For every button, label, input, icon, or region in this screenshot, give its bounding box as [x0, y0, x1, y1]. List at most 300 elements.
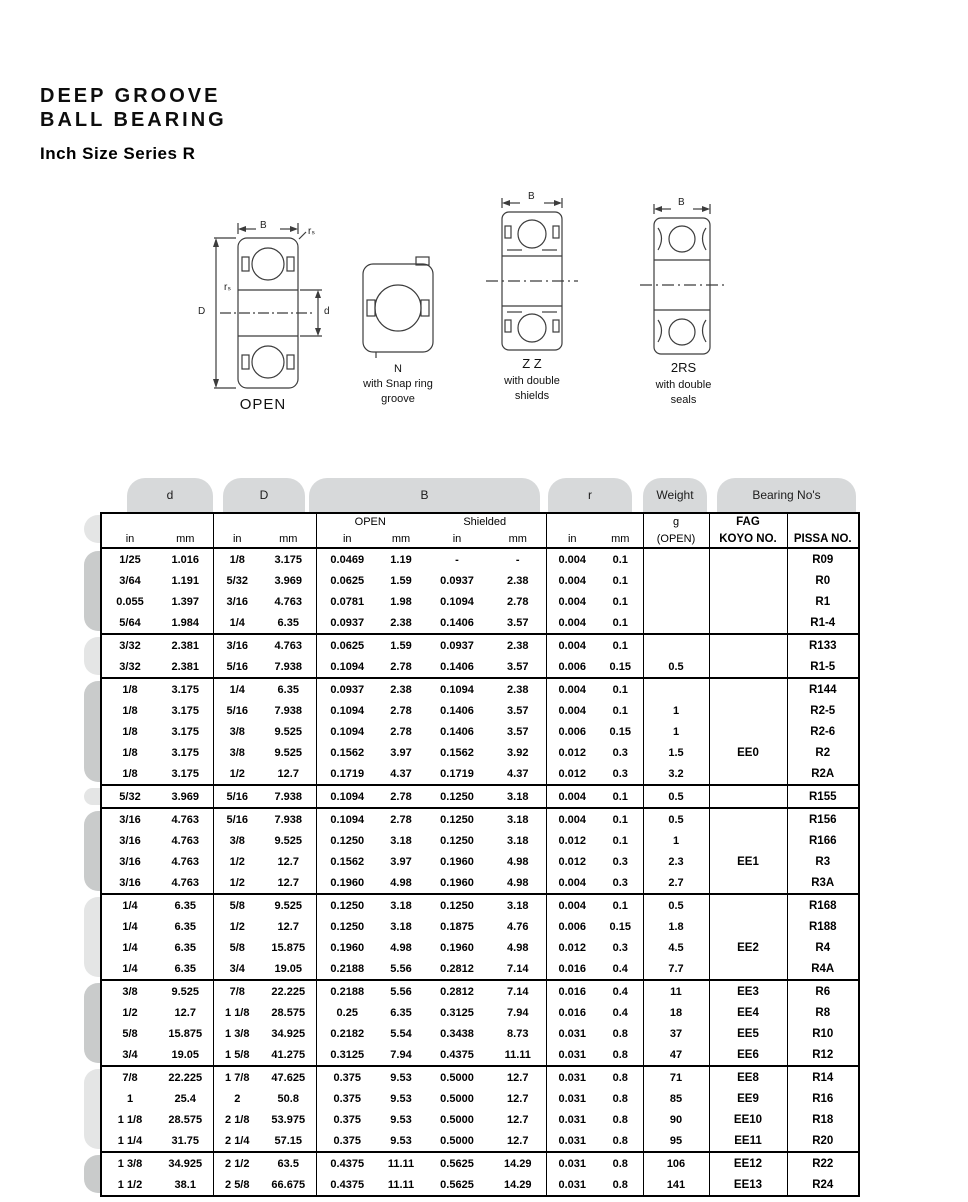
table-cell — [709, 721, 787, 742]
table-cell — [643, 678, 709, 700]
table-cell: 4.763 — [171, 813, 200, 826]
table-cell: 9.53 — [390, 1113, 412, 1126]
rs2-bearing-diagram — [636, 200, 731, 358]
table-cell: 2.38 — [507, 574, 529, 587]
dim-label-d: d — [324, 306, 330, 317]
table-cell: 6.35 — [158, 958, 213, 980]
table-row — [101, 894, 859, 916]
table-cell: 11.11 — [490, 1044, 546, 1066]
table-cell: 47 — [643, 1044, 709, 1066]
figure-double-seals — [636, 197, 731, 410]
table-cell: 50.8 — [277, 1092, 299, 1105]
table-cell: 1/8 — [122, 725, 138, 738]
table-cell: 2.78 — [390, 813, 412, 826]
table-cell: 0.1875 — [440, 920, 474, 933]
table-cell: 0.031 — [546, 1088, 598, 1109]
table-cell: 0.8 — [612, 1071, 628, 1084]
head-koyo-no: KOYO NO. — [709, 530, 787, 548]
table-row — [101, 1088, 859, 1109]
table-cell: 0.5 — [643, 808, 709, 830]
table-cell — [709, 785, 787, 808]
table-cell: 0.055 — [116, 595, 144, 608]
table-cell: 0.1 — [598, 612, 643, 634]
head-d-in: in — [125, 532, 135, 545]
table-row — [101, 937, 859, 958]
table-cell: 3/16 — [119, 813, 141, 826]
table-cell: 0.1 — [612, 639, 628, 652]
table-cell: 4.5 — [643, 937, 709, 958]
table-cell: 1/8 — [213, 548, 261, 570]
table-cell: 1/2 — [122, 1006, 138, 1019]
table-cell: R144 — [787, 678, 859, 700]
table-cell: 1.98 — [390, 595, 412, 608]
table-cell: 0.375 — [316, 1066, 378, 1088]
table-cell — [709, 808, 787, 830]
table-cell: R4A — [787, 958, 859, 980]
table-cell: 9.53 — [390, 1092, 412, 1105]
table-cell — [643, 591, 709, 612]
figure-2rs-caption-3: seals — [670, 394, 697, 406]
table-cell: 0.1406 — [440, 725, 474, 738]
table-cell: EE3 — [709, 980, 787, 1002]
table-cell: 0.031 — [546, 1066, 598, 1088]
table-cell: 1/4 — [122, 941, 138, 954]
table-cell: 0.004 — [546, 634, 598, 656]
figure-snap-caption-2: with Snap ring — [363, 378, 433, 390]
table-cell: 0.5000 — [424, 1130, 490, 1152]
table-cell: R156 — [787, 808, 859, 830]
column-tab-r: r — [548, 478, 632, 518]
table-cell — [643, 612, 709, 634]
table-cell: 0.012 — [546, 851, 598, 872]
table-cell: 1 5/8 — [213, 1044, 261, 1066]
table-cell: 37 — [643, 1023, 709, 1044]
table-cell: 3.18 — [390, 920, 412, 933]
table-cell: 0.0937 — [440, 574, 474, 587]
table-cell: 1 — [643, 830, 709, 851]
table-cell: 4.763 — [171, 834, 200, 847]
dim-label-D: D — [198, 306, 206, 317]
column-tab-d: d — [127, 478, 213, 518]
table-cell: 1 — [643, 700, 709, 721]
table-cell: 1/4 — [213, 678, 261, 700]
table-cell: 0.3125 — [316, 1044, 378, 1066]
table-cell: EE0 — [709, 742, 787, 763]
table-cell: 3.18 — [507, 834, 529, 847]
table-cell: 5/16 — [213, 656, 261, 678]
table-cell: 0.1 — [612, 813, 628, 826]
table-row — [101, 591, 859, 612]
table-cell: 0.1250 — [424, 785, 490, 808]
table-cell: R10 — [787, 1023, 859, 1044]
figure-snap-ring — [338, 250, 458, 410]
table-cell: 5/16 — [213, 700, 261, 721]
table-row — [101, 656, 859, 678]
table-cell: 1/2 — [213, 916, 261, 937]
table-row — [101, 916, 859, 937]
column-tab-d: D — [223, 478, 305, 518]
table-cell: 11.11 — [387, 1157, 415, 1170]
figure-zz-caption-3: shields — [514, 390, 550, 402]
table-cell: R22 — [787, 1152, 859, 1174]
head-shielded-in: in — [452, 532, 462, 545]
table-cell: 3.57 — [490, 656, 546, 678]
table-cell: 4.76 — [507, 920, 529, 933]
table-cell: 1/4 — [101, 958, 158, 980]
table-cell: 0.3 — [598, 763, 643, 785]
table-cell: 1/4 — [213, 612, 261, 634]
page-title — [40, 84, 227, 132]
figure-zz-caption-1: Z Z — [522, 356, 542, 371]
table-cell: 0.1 — [612, 553, 628, 566]
figure-zz-caption-2: with double — [504, 375, 560, 387]
table-cell: 0.1 — [612, 574, 628, 587]
table-row — [101, 1044, 859, 1066]
table-row — [101, 958, 859, 980]
table-cell: 0.2812 — [440, 985, 474, 998]
table-cell: 3/32 — [101, 656, 158, 678]
zz-bearing-diagram — [482, 194, 582, 354]
table-cell: R1-5 — [787, 656, 859, 678]
table-cell — [709, 700, 787, 721]
table-cell: 3/16 — [101, 872, 158, 894]
table-cell: 0.006 — [546, 721, 598, 742]
table-cell: 14.29 — [503, 1157, 532, 1170]
dim-label-rs-top: rₛ — [308, 226, 316, 237]
table-cell: 0.5 — [643, 656, 709, 678]
table-row — [101, 808, 859, 830]
head-d-mm: mm — [176, 532, 195, 545]
head-open: OPEN — [316, 513, 424, 530]
table-cell: 4.98 — [507, 941, 529, 954]
table-cell: 3.18 — [390, 834, 412, 847]
table-cell: 0.1 — [612, 704, 628, 717]
table-cell: EE5 — [709, 1023, 787, 1044]
table-cell — [709, 894, 787, 916]
open-bearing-diagram — [188, 218, 338, 396]
table-cell: 1.8 — [643, 916, 709, 937]
table-cell — [709, 656, 787, 678]
table-cell: 4.763 — [274, 595, 303, 608]
table-cell — [709, 612, 787, 634]
table-cell: 4.763 — [274, 639, 303, 652]
head-pissa-no: PISSA NO. — [787, 530, 859, 548]
table-cell: 4.98 — [378, 872, 424, 894]
table-cell: R24 — [787, 1174, 859, 1196]
table-cell: 0.1 — [612, 834, 628, 847]
table-cell: 0.375 — [316, 1088, 378, 1109]
table-cell: 3.969 — [158, 785, 213, 808]
head-d — [101, 513, 213, 530]
dim-label-B: B — [260, 220, 267, 231]
table-cell: 22.225 — [168, 1071, 203, 1084]
table-cell: 9.525 — [274, 899, 303, 912]
table-cell: 9.525 — [274, 746, 303, 759]
table-cell: 0.8 — [598, 1044, 643, 1066]
table-cell — [709, 763, 787, 785]
table-cell: 3.969 — [274, 574, 303, 587]
table-cell: 9.525 — [274, 725, 303, 738]
table-cell: 1.984 — [158, 612, 213, 634]
table-cell: 0.1 — [612, 595, 628, 608]
table-cell: 12.7 — [277, 855, 299, 868]
table-cell: 4.37 — [490, 763, 546, 785]
table-cell: 1.19 — [390, 553, 412, 566]
table-cell: 5/64 — [101, 612, 158, 634]
table-cell: 28.575 — [271, 1006, 306, 1019]
table-cell: EE4 — [709, 1002, 787, 1023]
dim-label-rs-mid: rₛ — [224, 282, 232, 293]
table-cell: 2 1/8 — [213, 1109, 261, 1130]
table-cell: 0.1250 — [440, 813, 474, 826]
table-cell: 0.4 — [612, 985, 628, 998]
table-cell: 28.575 — [168, 1113, 203, 1126]
table-cell: 3.97 — [390, 746, 412, 759]
table-cell: 0.15 — [609, 920, 631, 933]
table-cell: 3.2 — [643, 763, 709, 785]
table-cell: 1/4 — [122, 899, 138, 912]
table-cell: R2 — [787, 742, 859, 763]
table-cell: 41.275 — [261, 1044, 316, 1066]
table-cell: 12.7 — [261, 872, 316, 894]
table-cell: 5/16 — [213, 808, 261, 830]
table-cell: 31.75 — [158, 1130, 213, 1152]
table-cell: 2.78 — [390, 725, 412, 738]
table-cell: 2.3 — [643, 851, 709, 872]
table-cell: 1.5 — [643, 742, 709, 763]
table-cell: 0.1406 — [440, 704, 474, 717]
table-cell: 0.15 — [609, 725, 631, 738]
figure-snap-caption-3: groove — [381, 393, 415, 405]
table-cell: 3/16 — [119, 834, 141, 847]
head-fag: FAG — [709, 513, 787, 530]
table-cell: 3/8 — [213, 742, 261, 763]
table-cell: 0.004 — [546, 591, 598, 612]
table-cell: 0.1562 — [316, 851, 378, 872]
table-cell: 6.35 — [174, 899, 196, 912]
table-cell: 12.7 — [261, 763, 316, 785]
table-cell: 9.525 — [171, 985, 200, 998]
head-open-mm: mm — [391, 532, 411, 545]
table-cell: 0.3438 — [440, 1027, 474, 1040]
table-cell — [709, 634, 787, 656]
table-cell: 1.59 — [390, 574, 412, 587]
table-cell: 0.2812 — [424, 958, 490, 980]
table-cell: 15.875 — [168, 1027, 203, 1040]
table-cell: 7.938 — [261, 656, 316, 678]
table-row — [101, 1130, 859, 1152]
table-cell: 0.1250 — [316, 894, 378, 916]
table-cell: 1 7/8 — [213, 1066, 261, 1088]
table-cell: 0.004 — [546, 894, 598, 916]
table-cell: R166 — [787, 830, 859, 851]
table-cell: 0.004 — [546, 548, 598, 570]
table-cell: 0.8 — [598, 1130, 643, 1152]
table-cell: 1.397 — [171, 595, 200, 608]
table-cell: R1-4 — [787, 612, 859, 634]
table-row — [101, 1066, 859, 1088]
table-cell: 0.016 — [546, 958, 598, 980]
table-cell: - — [455, 553, 459, 566]
table-row — [101, 570, 859, 591]
table-cell: R0 — [787, 570, 859, 591]
figure-snap-caption-1: N — [394, 363, 402, 375]
table-row — [101, 980, 859, 1002]
table-cell: - — [515, 553, 520, 566]
table-cell: 3/64 — [119, 574, 141, 587]
table-cell: 12.7 — [174, 1006, 196, 1019]
table-cell: 1/8 — [122, 746, 138, 759]
table-cell: 4.98 — [507, 855, 529, 868]
table-cell: 0.006 — [546, 656, 598, 678]
table-cell: R133 — [787, 634, 859, 656]
table-cell: 0.1250 — [440, 899, 474, 912]
table-cell: 6.35 — [390, 1006, 412, 1019]
table-cell: 0.004 — [546, 785, 598, 808]
table-cell: 0.8 — [612, 1113, 628, 1126]
table-row — [101, 1174, 859, 1196]
table-cell — [709, 872, 787, 894]
table-cell: 1/4 — [122, 920, 138, 933]
table-cell: 7/8 — [122, 1071, 138, 1084]
table-cell: 0.031 — [546, 1109, 598, 1130]
table-cell: 0.0937 — [316, 612, 378, 634]
table-cell: 3.175 — [274, 553, 303, 566]
table-cell: 0.4375 — [424, 1044, 490, 1066]
table-cell: 3.57 — [507, 704, 529, 717]
table-cell: 0.4 — [612, 1006, 628, 1019]
table-cell: 0.375 — [316, 1130, 378, 1152]
table-cell: 4.37 — [378, 763, 424, 785]
table-cell: 1/8 — [101, 763, 158, 785]
table-cell: 0.3 — [612, 746, 628, 759]
table-row — [101, 1152, 859, 1174]
table-cell: 0.1 — [612, 683, 628, 696]
table-cell: 14.29 — [503, 1178, 532, 1191]
table-cell: 6.35 — [174, 920, 196, 933]
table-cell: R09 — [787, 548, 859, 570]
table-row — [101, 1109, 859, 1130]
table-cell: R16 — [787, 1088, 859, 1109]
table-cell: 11.11 — [387, 1178, 415, 1191]
table-cell: 3.175 — [171, 683, 200, 696]
table-cell: 19.05 — [261, 958, 316, 980]
table-cell: 5/32 — [213, 570, 261, 591]
table-cell — [709, 678, 787, 700]
bearing-table — [100, 512, 860, 1197]
page-title-line1: DEEP GROOVE — [40, 85, 221, 107]
table-row — [101, 634, 859, 656]
table-cell — [643, 634, 709, 656]
table-cell: 0.5 — [643, 785, 709, 808]
table-cell: 71 — [643, 1066, 709, 1088]
table-cell: 0.375 — [316, 1109, 378, 1130]
snap-ring-bearing-diagram — [338, 250, 458, 358]
table-cell: 2.381 — [171, 639, 200, 652]
table-cell: 0.0937 — [440, 639, 474, 652]
table-cell: EE6 — [709, 1044, 787, 1066]
table-cell: 53.975 — [271, 1113, 306, 1126]
table-cell: 1 — [643, 721, 709, 742]
table-cell: 0.1719 — [424, 763, 490, 785]
table-header — [101, 513, 859, 548]
table-cell: 0.031 — [546, 1130, 598, 1152]
table-cell — [709, 548, 787, 570]
table-cell: 3.57 — [490, 612, 546, 634]
table-cell: 0.15 — [598, 656, 643, 678]
table-cell: 0.1562 — [316, 742, 378, 763]
table-cell: 0.0781 — [316, 591, 378, 612]
table-cell: 5.56 — [378, 958, 424, 980]
head-D-mm: mm — [279, 532, 298, 545]
table-cell: 2.38 — [390, 683, 412, 696]
table-cell: 1.016 — [171, 553, 200, 566]
table-cell: 3.18 — [507, 813, 529, 826]
table-cell: 106 — [643, 1152, 709, 1174]
table-cell: 63.5 — [277, 1157, 299, 1170]
table-cell: 7/8 — [213, 980, 261, 1002]
table-cell: 2.78 — [378, 656, 424, 678]
table-cell: 0.004 — [546, 700, 598, 721]
table-cell: 0.004 — [546, 570, 598, 591]
table-cell: 1/2 — [213, 763, 261, 785]
table-cell: 2.78 — [507, 595, 529, 608]
table-cell: 0.0625 — [316, 634, 378, 656]
figure-2rs-caption-1: 2RS — [670, 360, 697, 375]
table-cell: 6.35 — [261, 612, 316, 634]
table-cell: 7.94 — [507, 1006, 529, 1019]
table-cell: 0.1094 — [316, 700, 378, 721]
table-cell: 0.1960 — [316, 872, 378, 894]
table-cell: 2.38 — [507, 639, 529, 652]
table-cell: 0.5000 — [440, 1092, 474, 1105]
table-cell — [709, 916, 787, 937]
table-row — [101, 721, 859, 742]
table-cell: 0.5000 — [440, 1113, 474, 1126]
table-row — [101, 548, 859, 570]
table-cell: 0.0937 — [316, 678, 378, 700]
table-cell: 3.57 — [507, 725, 529, 738]
table-cell: 0.5 — [643, 894, 709, 916]
table-cell: 3/16 — [213, 591, 261, 612]
table-cell: 66.675 — [271, 1178, 306, 1191]
table-cell: 0.031 — [546, 1174, 598, 1196]
table-cell: 8.73 — [507, 1027, 529, 1040]
head-r-in: in — [546, 530, 598, 548]
table-cell: 0.1094 — [316, 721, 378, 742]
table-cell: 0.4 — [598, 958, 643, 980]
table-cell: 0.5625 — [440, 1157, 474, 1170]
table-cell: 12.7 — [507, 1113, 529, 1126]
table-cell: 3.175 — [171, 704, 200, 717]
table-cell — [643, 548, 709, 570]
table-cell: 0.1406 — [424, 612, 490, 634]
table-cell — [709, 591, 787, 612]
table-cell: 15.875 — [271, 941, 306, 954]
table-cell: 2.38 — [507, 683, 529, 696]
table-cell: R188 — [787, 916, 859, 937]
table-cell: R2-6 — [787, 721, 859, 742]
table-cell: 3.18 — [507, 899, 529, 912]
table-cell: 0.2188 — [316, 958, 378, 980]
table-cell: 7.938 — [274, 813, 303, 826]
table-cell: 0.004 — [546, 808, 598, 830]
table-cell: R168 — [787, 894, 859, 916]
dim-label-B-zz: B — [528, 191, 535, 202]
table-cell: 0.1094 — [440, 683, 474, 696]
table-cell: 0.1094 — [316, 656, 378, 678]
page-subtitle: Inch Size Series R — [40, 144, 196, 163]
